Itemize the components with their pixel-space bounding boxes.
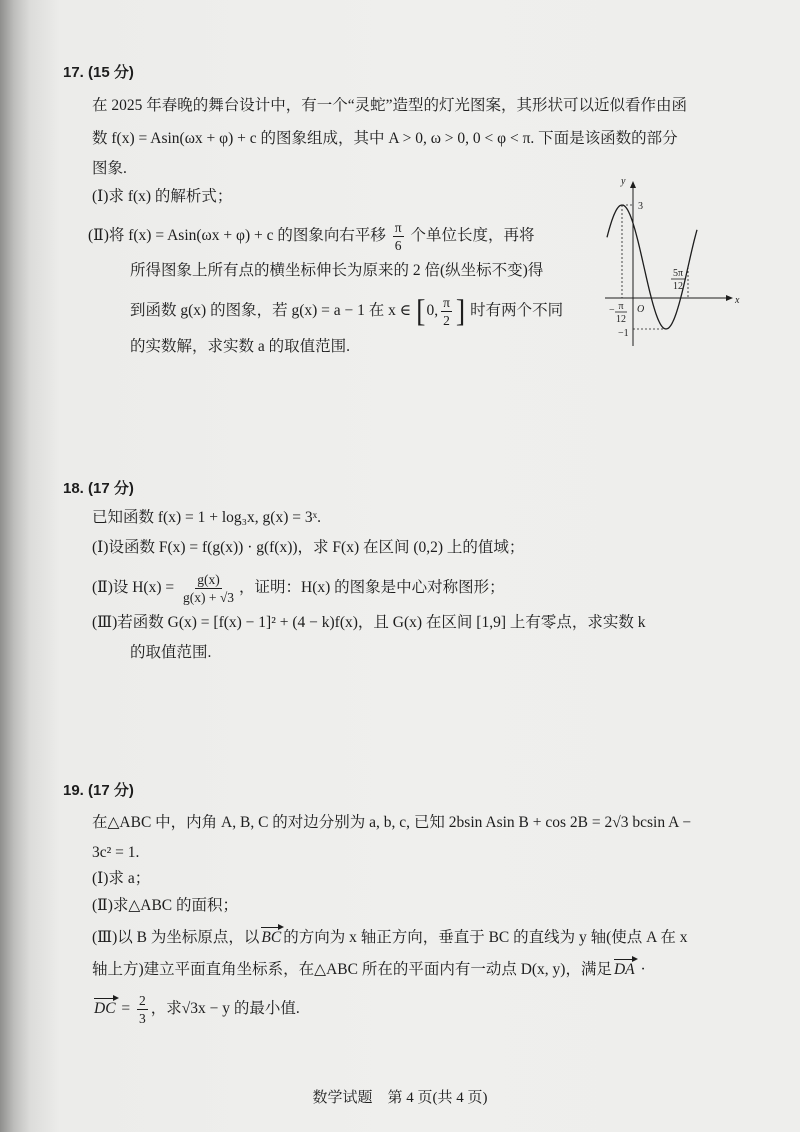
q17-part2-line4: 的实数解，求实数 a 的取值范围. <box>130 338 351 355</box>
dot-fraction-denominator: 3 <box>139 1011 146 1026</box>
vector-bc: BC <box>261 929 282 946</box>
q19-stem-line2: 3c² = 1. <box>92 844 140 861</box>
q18-number: 18. <box>63 480 84 497</box>
q17-part2-line3 <box>130 295 563 328</box>
h-function-fraction <box>181 572 236 605</box>
q18-header <box>63 478 134 500</box>
dot-product-fraction <box>137 993 148 1026</box>
equals-sign: = <box>121 1000 131 1018</box>
shift-fraction <box>393 220 404 253</box>
shift-fraction-numerator: π <box>394 220 402 235</box>
q17-stem-line3: 图象. <box>92 160 127 177</box>
q17-score: (15 分) <box>88 64 134 81</box>
q17-number: 17. <box>63 64 84 81</box>
vector-da: DA <box>613 961 635 978</box>
q18-part1: (Ⅰ)设函数 F(x) = f(g(x)) · g(f(x))，求 F(x) 在区间 (0,2) 上的值域； <box>92 539 525 556</box>
q19-part3-text-a: (Ⅲ)以 B 为坐标原点，以 <box>92 929 260 946</box>
q18-part2 <box>92 572 505 605</box>
q17-header <box>63 62 134 84</box>
q18-given: 已知函数 f(x) = 1 + log₃x, g(x) = 3ˣ. <box>92 509 321 526</box>
x-axis-arrow <box>726 295 733 301</box>
interval-open-bracket: [ <box>416 293 426 329</box>
shift-fraction-denominator: 6 <box>394 238 402 253</box>
y-axis-label: y <box>621 176 626 187</box>
interval-fraction-numerator: π <box>443 295 450 310</box>
q19-stem-line1: 在△ABC 中，内角 A, B, C 的对边分别为 a, b, c, 已知 2bsin Asin B + cos 2B = 2√3 bcsin A − <box>92 814 692 831</box>
q19-part3-text-b: 的方向为 x 轴正方向，垂直于 BC 的直线为 y 轴(使点 A 在 x <box>283 929 688 946</box>
x-axis-label: x <box>735 295 740 306</box>
q19-part3-line1 <box>92 927 688 949</box>
sine-graph <box>590 170 740 355</box>
q17-part1: (Ⅰ)求 f(x) 的解析式； <box>92 188 233 205</box>
interval-fraction-denominator: 2 <box>443 313 450 328</box>
q18-part2-text-a: (Ⅱ)设 H(x) = <box>92 579 175 597</box>
x-left-denominator: 12 <box>616 314 626 325</box>
y-min-label: −1 <box>618 328 629 339</box>
q17-part2-line2: 所得图象上所有点的横坐标伸长为原来的 2 倍(纵坐标不变)得 <box>130 262 544 279</box>
x-left-numerator: π <box>618 301 624 312</box>
q17-part2-text-a: (Ⅱ)将 f(x) = Asin(ωx + φ) + c 的图象向右平移 <box>88 227 386 245</box>
interval-close-bracket: ] <box>455 293 466 329</box>
q19-part3-line2-text: 轴上方)建立平面直角坐标系，在△ABC 所在的平面内有一动点 D(x, y)，满足 <box>92 961 612 978</box>
q17-part2-line1 <box>88 220 534 253</box>
x-right-denominator: 12 <box>673 281 683 292</box>
q19-part3-line2 <box>92 959 646 981</box>
interval-lower-bound: 0, <box>426 302 439 320</box>
y-max-label: 3 <box>638 201 643 212</box>
q18-part3-line1: (Ⅲ)若函数 G(x) = [f(x) − 1]² + (4 − k)f(x)，且 G(x) 在区间 [1,9] 上有零点，求实数 k <box>92 614 646 631</box>
interval-upper-fraction <box>441 295 452 328</box>
q19-number: 19. <box>63 782 84 799</box>
q18-score: (17 分) <box>88 480 134 497</box>
q19-header <box>63 780 134 802</box>
x-left-sign: − <box>609 305 615 316</box>
origin-label: O <box>637 304 645 315</box>
q19-part2: (Ⅱ)求△ABC 的面积； <box>92 897 239 914</box>
vector-dc: DC <box>94 1000 116 1018</box>
q19-part3-line3-text: ，求√3x − y 的最小值. <box>150 1000 300 1018</box>
q18-part3-line2: 的取值范围. <box>130 644 212 661</box>
q17-stem-line2: 数 f(x) = Asin(ωx + φ) + c 的图象组成，其中 A > 0, ω > 0, 0 < φ < π. 下面是该函数的部分 <box>92 130 678 147</box>
dot-fraction-numerator: 2 <box>139 993 146 1008</box>
q17-part2-line3-text-a: 到函数 g(x) 的图象，若 g(x) = a − 1 在 x ∈ <box>130 302 412 320</box>
q17-stem-line1: 在 2025 年春晚的舞台设计中，有一个“灵蛇”造型的灯光图案，其形状可以近似看作由函 <box>92 97 688 114</box>
q19-part3-line3 <box>92 993 300 1026</box>
h-fraction-denominator: g(x) + √3 <box>183 590 235 605</box>
q17-part2-text-b: 个单位长度，再将 <box>410 227 535 245</box>
x-right-numerator: 5π <box>672 268 684 279</box>
page-footer: 数学试题 第 4 页(共 4 页) <box>312 1090 488 1106</box>
dot-product-symbol: · <box>640 961 646 978</box>
q19-part1: (Ⅰ)求 a； <box>92 870 151 887</box>
q19-score: (17 分) <box>88 782 134 799</box>
h-fraction-numerator: g(x) <box>197 572 220 587</box>
q18-part2-text-b: ，证明：H(x) 的图象是中心对称图形； <box>239 579 505 597</box>
q17-part2-line3-text-b: 时有两个不同 <box>470 302 564 320</box>
y-axis-arrow <box>630 181 636 188</box>
